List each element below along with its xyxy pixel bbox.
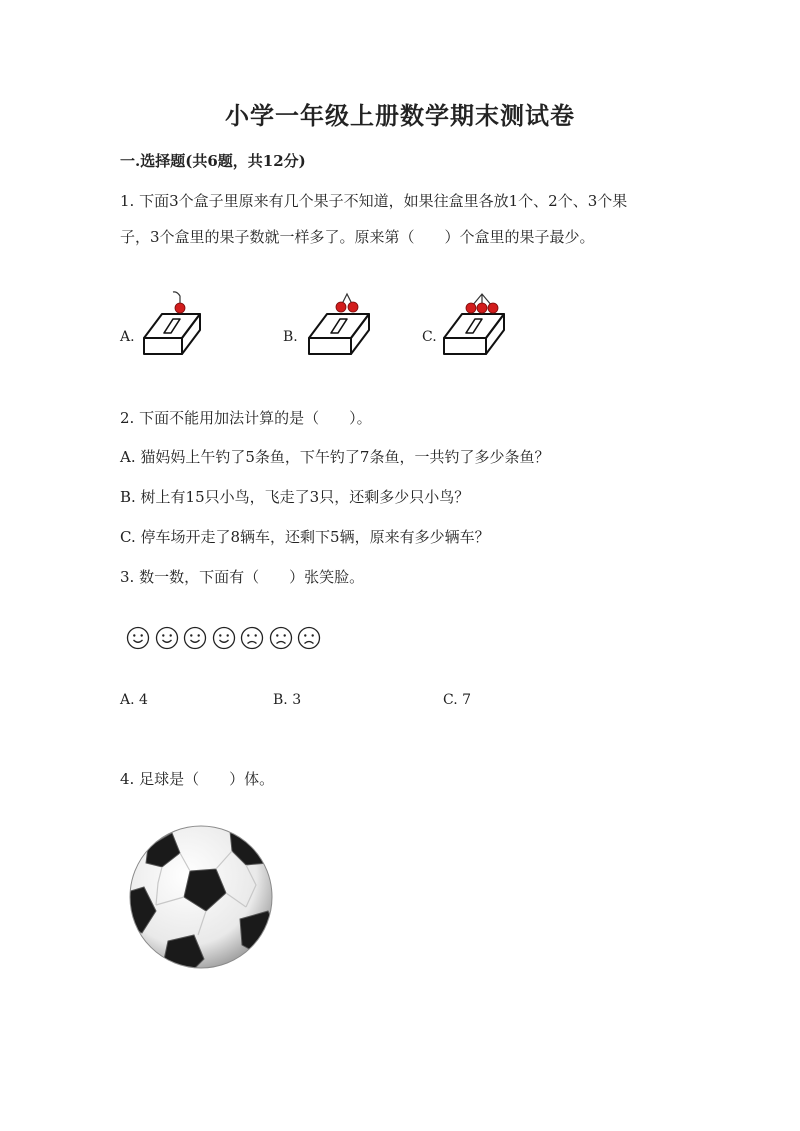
page-title: 小学一年级上册数学期末测试卷 <box>225 101 575 130</box>
q1-option-b-label: B. <box>283 329 298 345</box>
q1-option-c-label: C. <box>422 329 437 345</box>
q1-line1: 1. 下面3个盒子里原来有几个果子不知道，如果往盒里各放1个、2个、3个果 <box>120 192 628 210</box>
box-with-one-fruit-icon <box>140 286 210 360</box>
frowning-face-icon <box>269 626 293 650</box>
box-with-three-fruits-icon <box>440 286 520 360</box>
q3-stem: 3. 数一数，下面有（ ）张笑脸。 <box>120 568 365 586</box>
q2-option-b: B. 树上有15只小鸟，飞走了3只，还剩多少只小鸟？ <box>120 488 470 506</box>
q1-line2: 子，3个盒里的果子数就一样多了。原来第（ ）个盒里的果子最少。 <box>120 228 595 246</box>
q2-option-a: A. 猫妈妈上午钓了5条鱼，下午钓了7条鱼，一共钓了多少条鱼？ <box>120 448 550 466</box>
q3-option-b: B. 3 <box>273 692 302 708</box>
frowning-face-icon <box>297 626 321 650</box>
q3-option-c: C. 7 <box>443 692 472 708</box>
smiley-face-icon <box>155 626 179 650</box>
smiley-face-icon <box>126 626 150 650</box>
box-with-two-fruits-icon <box>305 286 380 360</box>
q4-stem: 4. 足球是（ ）体。 <box>120 770 275 788</box>
q2-option-c: C. 停车场开走了8辆车，还剩下5辆，原来有多少辆车？ <box>120 528 490 546</box>
frowning-face-icon <box>240 626 264 650</box>
q2-stem: 2. 下面不能用加法计算的是（ ）。 <box>120 409 372 427</box>
q3-option-a: A. 4 <box>120 692 148 708</box>
soccer-ball-icon <box>128 823 274 971</box>
q1-option-a-label: A. <box>120 329 135 345</box>
smiley-face-icon <box>212 626 236 650</box>
smiley-face-icon <box>183 626 207 650</box>
section-heading: 一.选择题(共6题，共12分) <box>120 152 306 170</box>
